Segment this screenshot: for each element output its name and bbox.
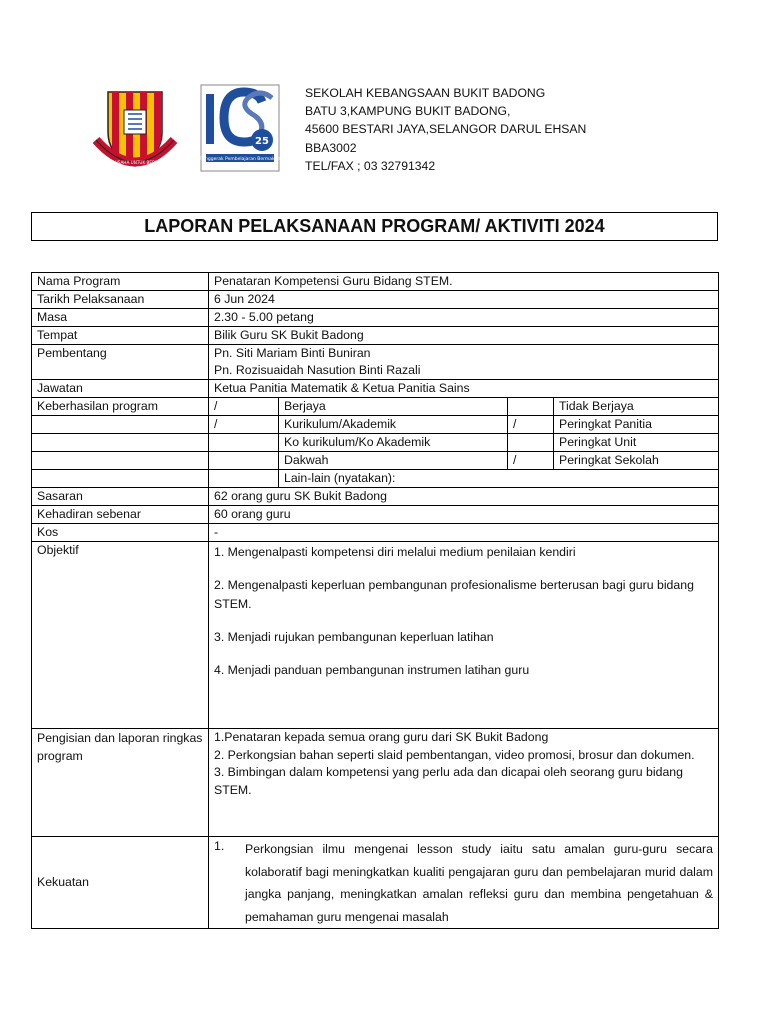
row-label: Nama Program	[32, 273, 209, 291]
check-mark: /	[209, 398, 279, 416]
table-row	[32, 327, 719, 345]
row-label: Pembentang	[32, 345, 209, 380]
table-row	[32, 291, 719, 309]
presenter-name: Pn. Rozisuaidah Nasution Binti Razali	[214, 363, 421, 377]
outcome-label: Peringkat Sekolah	[554, 452, 719, 470]
strength-text: Perkongsian ilmu mengenai lesson study iaitu satu amalan guru-guru secara kolaboratif bagi meningkatkan kualiti pengajaran guru dan pembelajaran murid dalam jangka panjang, meningkatkan amalan refleksi guru dan membina pengetahuan & pemahaman guru mengenai masalah	[245, 842, 713, 924]
row-value: 6 Jun 2024	[209, 291, 719, 309]
row-value	[209, 345, 719, 380]
row-label: Kekuatan	[32, 837, 209, 929]
table-row	[32, 506, 719, 524]
table-row	[32, 729, 719, 837]
table-row	[32, 470, 719, 488]
table-row	[32, 434, 719, 452]
check-mark	[209, 452, 279, 470]
svg-text:25: 25	[255, 136, 269, 147]
report-title-text: LAPORAN PELAKSANAAN PROGRAM/ AKTIVITI 2024	[144, 216, 605, 236]
row-label: Objektif	[32, 542, 209, 729]
address-line: SEKOLAH KEBANGSAAN BUKIT BADONG	[305, 86, 546, 100]
objective-item: 3. Menjadi rujukan pembangunan keperluan latihan	[214, 630, 494, 644]
table-row	[32, 542, 719, 729]
row-label: Kehadiran sebenar	[32, 506, 209, 524]
row-label	[32, 416, 209, 434]
address-line: 45600 BESTARI JAYA,SELANGOR DARUL EHSAN	[305, 122, 587, 137]
table-row	[32, 380, 719, 398]
outcome-label: Peringkat Panitia	[554, 416, 719, 434]
row-label	[32, 470, 209, 488]
row-value: 60 orang guru	[209, 506, 719, 524]
table-row	[32, 416, 719, 434]
report-table	[31, 272, 719, 929]
address-line: TEL/FAX ; 03 32791342	[305, 158, 436, 173]
strengths-cell	[209, 837, 719, 929]
objective-item: 4. Menjadi panduan pembangunan instrumen latihan guru	[214, 663, 530, 677]
strength-number: 1.	[214, 839, 225, 853]
row-label: Sasaran	[32, 488, 209, 506]
check-mark	[508, 398, 554, 416]
check-mark	[508, 434, 554, 452]
row-value: 2.30 - 5.00 petang	[209, 309, 719, 327]
objectives-list	[209, 542, 719, 729]
school-crest-logo	[88, 84, 182, 176]
address-line: BBA3002	[305, 140, 357, 155]
outcome-label: Tidak Berjaya	[554, 398, 719, 416]
check-mark	[209, 470, 279, 488]
strength-item	[214, 838, 713, 928]
presenter-name: Pn. Siti Mariam Binti Buniran	[214, 346, 371, 360]
row-label: Keberhasilan program	[32, 398, 209, 416]
row-value: Penataran Kompetensi Guru Bidang STEM.	[209, 273, 719, 291]
table-row	[32, 524, 719, 542]
check-mark	[209, 434, 279, 452]
outcome-label: Lain-lain (nyatakan):	[279, 470, 719, 488]
row-label: Tarikh Pelaksanaan	[32, 291, 209, 309]
content-item: 1.Penataran kepada semua orang guru dari SK Bukit Badong	[214, 730, 549, 744]
table-row	[32, 452, 719, 470]
row-value: Ketua Panitia Matematik & Ketua Panitia Sains	[209, 380, 719, 398]
row-label: Kos	[32, 524, 209, 542]
row-label	[32, 434, 209, 452]
svg-text:BERUSAHA UNTUK BERJAYA: BERUSAHA UNTUK BERJAYA	[106, 160, 164, 165]
content-item: 3. Bimbingan dalam kompetensi yang perlu ada dan dicapai oleh seorang guru bidang STEM.	[214, 765, 683, 797]
row-label: Pengisian dan laporan ringkas program	[32, 729, 209, 837]
row-label: Jawatan	[32, 380, 209, 398]
outcome-label: Ko kurikulum/Ko Akademik	[279, 434, 508, 452]
school-address-block	[305, 84, 586, 175]
check-mark: /	[508, 416, 554, 434]
table-row	[32, 273, 719, 291]
row-label: Masa	[32, 309, 209, 327]
program-content-list	[209, 729, 719, 837]
outcome-label: Peringkat Unit	[554, 434, 719, 452]
outcome-label: Berjaya	[279, 398, 508, 416]
svg-text:Penggerak Pembelajaran Bermakn: Penggerak Pembelajaran Bermakna	[200, 157, 280, 162]
check-mark: /	[508, 452, 554, 470]
table-row	[32, 837, 719, 929]
outcome-label: Kurikulum/Akademik	[279, 416, 508, 434]
objective-item: 2. Mengenalpasti keperluan pembangunan profesionalisme berterusan bagi guru bidang STEM.	[214, 578, 694, 611]
table-row	[32, 309, 719, 327]
report-title	[31, 212, 718, 241]
address-line: BATU 3,KAMPUNG BUKIT BADONG,	[305, 104, 511, 119]
content-item: 2. Perkongsian bahan seperti slaid pembentangan, video promosi, brosur dan dokumen.	[214, 747, 695, 762]
row-label: Tempat	[32, 327, 209, 345]
outcome-label: Dakwah	[279, 452, 508, 470]
row-value: Bilik Guru SK Bukit Badong	[209, 327, 719, 345]
table-row	[32, 345, 719, 380]
table-row	[32, 398, 719, 416]
check-mark: /	[209, 416, 279, 434]
row-label	[32, 452, 209, 470]
table-row	[32, 488, 719, 506]
row-value: -	[209, 524, 719, 542]
row-value: 62 orang guru SK Bukit Badong	[209, 488, 719, 506]
lps-25-logo	[200, 84, 280, 172]
objective-item: 1. Mengenalpasti kompetensi diri melalui medium penilaian kendiri	[214, 545, 576, 559]
